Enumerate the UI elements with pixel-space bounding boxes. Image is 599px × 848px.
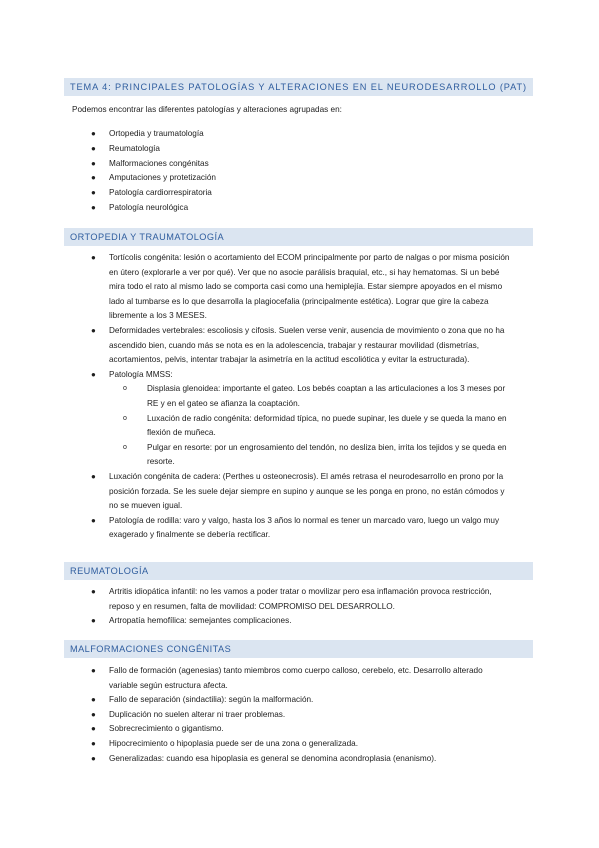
ortopedia-list (0, 251, 599, 543)
circle-bullet-icon: o (123, 385, 127, 393)
intro-text: Podemos encontrar las diferentes patologías y alteraciones agrupadas en: (72, 105, 342, 114)
bullet-icon: ● (91, 369, 96, 379)
list-item: ● Patología neurológica (0, 201, 599, 216)
bullet-icon: ● (91, 738, 96, 748)
list-item: ● Ortopedia y traumatología (0, 127, 599, 142)
section-heading-malformaciones: MALFORMACIONES CONGÉNITAS (64, 640, 533, 658)
bullet-icon: ● (91, 188, 96, 198)
list-item: ● Hipocrecimiento o hipoplasia puede ser de una zona o generalizada. (0, 737, 599, 752)
bullet-icon: ● (91, 129, 96, 138)
list-item: ● Artropatía hemofílica: semejantes complicaciones. (0, 614, 599, 629)
sub-list-item: o Luxación de radio congénita: deformidad típica, no puede supinar, les duele y se queda la mano en flexión de muñeca. (123, 413, 507, 438)
list-item: ● Generalizadas: cuando esa hipoplasia es general se denomina acondroplasia (enanismo). (0, 752, 599, 767)
list-item: ● Reumatología (0, 142, 599, 157)
bullet-icon: ● (91, 753, 96, 763)
section-heading-ortopedia: ORTOPEDIA Y TRAUMATOLOGÍA (64, 228, 533, 246)
bullet-icon: ● (91, 253, 96, 262)
list-item: ● Sobrecrecimiento o gigantismo. (0, 722, 599, 737)
list-item: ● Artritis idiopática infantil: no les vamos a poder tratar o movilizar pero esa inflamación provoca restricción, reposo y en resumen, falta de movilidad: COMPROMISO DEL DESARROLLO. (91, 587, 492, 611)
bullet-icon: ● (91, 158, 96, 168)
intro-list (0, 127, 599, 216)
bullet-icon: ● (91, 709, 96, 719)
list-item: ● Fallo de formación (agenesias) tanto miembros como cuerpo calloso, cerebelo, etc. Desarrollo alterado variable según estructura afecta. (91, 666, 483, 690)
list-item: ● Luxación congénita de cadera: (Perthes u osteonecrosis). El amés retrasa el neurodesarrollo en prono por la posición forzada. Se les suele dejar siempre en supino y aunque se les ponga en prono, no están cómodos y no se mueven igual. (91, 471, 505, 511)
bullet-icon: ● (91, 471, 96, 481)
bullet-icon: ● (91, 202, 96, 212)
sub-list-item: o Displasia glenoidea: importante el gateo. Los bebés coaptan a las articulaciones a los 3 meses por RE y en el gateo se afianza la coaptación. (123, 384, 506, 408)
list-item: ● Amputaciones y protetización (0, 171, 599, 186)
list-item: ● Patología MMSS: o Displasia glenoidea: importante el gateo. Los bebés coaptan a las articulaciones a los 3 meses por RE y en el gateo se afianza la coaptación. o Luxación de radio congénita: deformidad típica, no puede supinar, les duele y se queda la mano en flexión de muñeca. o Pulgar en resorte: por un engrosamiento del tendón, no desliza bien, irrita los tejidos y se queda en resorte. (0, 368, 599, 470)
section-heading-reumatologia: REUMATOLOGÍA (64, 562, 533, 580)
malformaciones-list (0, 664, 599, 766)
bullet-icon: ● (91, 616, 96, 626)
bullet-icon: ● (91, 143, 96, 153)
list-item: ● Patología cardiorrespiratoria (0, 186, 599, 201)
sub-list-item: o Pulgar en resorte: por un engrosamiento del tendón, no desliza bien, irrita los tejidos y se queda en resorte. (123, 442, 507, 467)
list-item: ● Tortícolis congénita: lesión o acortamiento del ECOM principalmente por parto de nalgas o por misma posición en útero (explorarle a ver por qué). Ver que no asocie parálisis braquial, etc., si hay hematomas. Si un bebé mira todo el rato al mismo lado se comporta casi como una hemiplejía. Estar siempre apoyados en el mismo lado al tumbarse es lo que desarrolla la plagiocefalia (principalmente estética). Lograr que gire la cabeza libremente a los 3 MESES. (91, 253, 510, 321)
list-item: ● Deformidades vertebrales: escoliosis y cifosis. Suelen verse venir, ausencia de movimiento o zona que no ha ascendido bien, cuando más se nota es en la adolescencia, trabajar y restaurar movilidad (dismetrías, acortamientos, pelvis, intentar trabajar la asimetría en la actitud escoliótica y evitar la estructurada). (91, 325, 505, 365)
reumatologia-list (0, 585, 599, 629)
list-item: ● Malformaciones congénitas (0, 157, 599, 172)
bullet-icon: ● (91, 724, 96, 734)
page-title: TEMA 4: PRINCIPALES PATOLOGÍAS Y ALTERACIONES EN EL NEURODESARROLLO (PAT) (64, 78, 533, 96)
list-item: ● Duplicación no suelen alterar ni traer problemas. (0, 708, 599, 723)
circle-bullet-icon: o (123, 414, 127, 422)
circle-bullet-icon: o (123, 443, 127, 451)
list-item: ● Patología de rodilla: varo y valgo, hasta los 3 años lo normal es tener un marcado varo, luego un valgo muy exagerado y finalmente se debería rectificar. (91, 515, 500, 540)
bullet-icon: ● (91, 173, 96, 183)
bullet-icon: ● (91, 695, 96, 705)
list-item: ● Fallo de separación (sindactilia): según la malformación. (0, 693, 599, 708)
bullet-icon: ● (91, 666, 96, 675)
bullet-icon: ● (91, 325, 96, 335)
mmss-sublist (109, 382, 513, 470)
bullet-icon: ● (91, 587, 96, 596)
bullet-icon: ● (91, 515, 96, 525)
